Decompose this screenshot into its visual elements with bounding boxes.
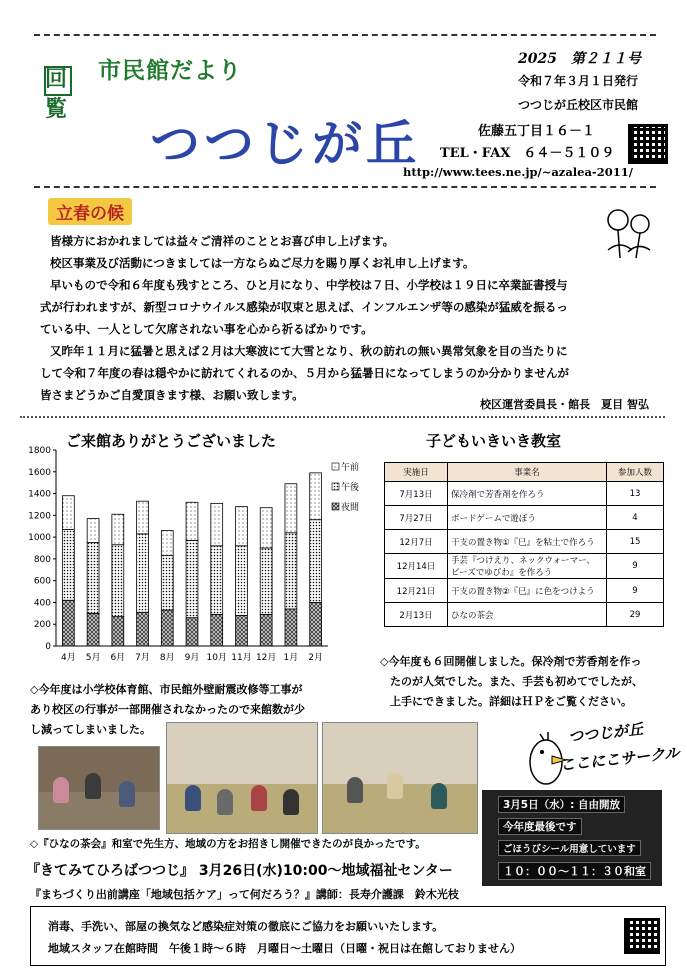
x-tick-label: 11月 [231,653,252,663]
kids-note-line: 上手にできました。詳細はＨＰをご覧ください。 [390,695,632,708]
bar-segment [186,618,198,646]
legend-label: 午前 [341,463,360,473]
table-header-row [385,463,664,482]
cell-date: 12月7日 [385,530,448,554]
cell-count: 9 [607,579,664,603]
cell-count: 4 [607,506,664,530]
kairan-char-2: 覧 [44,96,67,122]
x-tick-label: 12月 [255,653,277,663]
cell-count: 15 [607,530,664,554]
kairan-char-1: 回 [44,66,67,92]
bar-segment [112,514,124,544]
greeting-line: 又昨年１１月に猛暑と思えば２月は大寒波にて大雪となり、秋の訪れの無い異常気象を目の当たりに [50,344,568,358]
cell-event: ボードゲームで遊ぼう [448,506,607,530]
circle-item: ごほうびシール用意しています [498,840,641,856]
y-tick-label: 1000 [28,533,51,544]
table-row [385,530,664,554]
x-tick-label: 8月 [159,653,175,663]
bar-segment [161,610,173,646]
kids-note-line: たのが人気でした。また、手芸も初めてでしたが、 [390,675,643,688]
x-tick-label: 10月 [206,653,227,663]
bar-segment [236,507,248,546]
cell-event: 干支の置き物②『巳』に色をつけよう [448,579,607,603]
chart-note-line: あり校区の行事が一部開催されなかったので来館数が少 [30,703,305,716]
bar-segment [211,546,223,615]
bar-segment [161,531,173,556]
bar-segment [62,529,74,600]
cell-date: 2月13日 [385,603,448,627]
bar-segment [310,473,322,520]
bar-segment [285,533,297,609]
greeting-line: 皆様方におかれましては益々ご清祥のこととお喜び申し上げます。 [50,234,395,248]
lecture-info: 『まちづくり出前講座「地域包括ケア」って何だろう？』講師：長寿介護課 鈴木光枝 [30,888,459,901]
legend-label: 夜間 [341,503,360,513]
bar-segment [260,548,272,614]
cell-event: 干支の置き物①『巳』を粘土で作ろう [448,530,607,554]
y-tick-label: 600 [33,576,51,587]
circle-item: １０：００～１１：３０和室 [498,862,651,880]
cell-count: 9 [607,554,664,579]
header-bottom-rule [34,186,656,188]
bar-segment [236,616,248,646]
cell-date: 12月21日 [385,579,448,603]
x-tick-label: 7月 [135,653,150,663]
photo-caption: ◇『ひなの茶会』和室で先生方、地域の方をお招きし開催できたのが良かったです。 [30,838,426,850]
cell-event: 保冷剤で芳香剤を作ろう [448,482,607,506]
website-link[interactable]: http://www.tees.ne.jp/~azalea-2011/ [403,165,633,179]
greeting-line: 式が行われますが、新型コロナウイルス感染が収束と思えば、インフルエンザ等の感染が猛威を振るっ [40,300,568,314]
x-tick-label: 5月 [85,653,101,663]
legend-swatch [332,483,339,490]
photo-tea-party-2 [166,722,318,834]
y-tick-label: 1600 [28,467,51,478]
publisher: つつじが丘校区市民館 [518,98,639,112]
issue-date: 令和７年３月１日発行 [518,74,639,88]
y-tick-label: 800 [33,554,51,565]
bar-segment [211,614,223,646]
qr-code-icon [624,918,660,954]
circle-item: 3月5日（水）: 自由開放 [498,796,625,813]
y-tick-label: 1400 [28,489,51,500]
bar-segment [236,546,248,616]
column-header-event: 事業名 [448,463,607,482]
signature: 校区運営委員長・館長 夏目 智弘 [480,398,649,411]
x-tick-label: 2月 [308,653,324,663]
bar-segment [260,508,272,548]
cell-date: 12月14日 [385,554,448,579]
bar-segment [310,602,322,646]
bar-segment [211,503,223,545]
event-title: 『きてみてひろばつつじ』 3月26日(水)10:00～地域福祉センター [26,863,453,879]
bar-segment [87,543,99,614]
column-header-date: 実施日 [385,463,448,482]
x-tick-label: 6月 [110,653,126,663]
legend-swatch [332,463,339,470]
greeting-line: して令和７年度の春は穏やかに訪れてくれるのか、５月から猛暑日になってしまうのか分かりませんが [40,366,569,380]
kids-note-line: ◇今年度も６回開催しました。保冷剤で芳香剤を作っ [380,655,642,668]
table-row [385,579,664,603]
greeting-line: 皆さまどうかご自愛頂きます様、お願い致します。 [40,388,304,402]
chart-title: ご来館ありがとうございました [66,432,277,450]
bar-segment [161,556,173,610]
bar-segment [137,534,149,612]
issue-number: 2025 第２１１号 [518,51,641,67]
header-top-rule [34,34,656,36]
table-row [385,506,664,530]
bar-segment [260,614,272,646]
photo-tea-party-1 [38,746,160,830]
notice-box [30,906,666,966]
kids-class-table [384,462,664,627]
greeting-line: 校区事業及び活動につきましては一方ならぬご尽力を賜り厚くお礼申し上げます。 [50,256,475,270]
bar-segment [112,545,124,617]
chart-note-line: し減ってしまいました。 [30,723,151,736]
table-row [385,554,664,579]
bar-segment [62,496,74,530]
bar-segment [137,612,149,646]
bar-segment [62,600,74,646]
circle-item: 今年度最後です [498,818,582,835]
cell-event: 手芸『つけえり、ネックウォーマー、ビーズでゆびわ』を作ろう [448,554,607,579]
kids-class-title: 子どもいきいき教室 [426,432,562,450]
circle-title-line1: つつじが丘 [567,720,644,746]
bar-segment [87,519,99,543]
x-tick-label: 4月 [60,653,76,663]
greeting-line: 早いもので令和６年度も残すところ、ひと月になり、中学校は７日、小学校は１９日に卒業証書授与 [50,278,568,292]
greeting-line: ている中、一人として欠席されない事を心から祈るばかりです。 [40,322,373,336]
bar-segment [285,484,297,533]
notice-line: 消毒、手洗い、部屋の換気など感染症対策の徹底にご協力をお願いいたします。 [48,920,444,933]
y-tick-label: 200 [33,620,51,631]
x-tick-label: 1月 [283,653,299,663]
bar-segment [186,502,198,540]
bar-segment [112,617,124,646]
cell-date: 7月13日 [385,482,448,506]
address: 佐藤五丁目１６－１ [478,124,596,139]
bar-segment [285,609,297,646]
legend-swatch [332,503,339,510]
visitor-bar-chart [18,446,360,676]
bar-segment [186,540,198,617]
cell-count: 29 [607,603,664,627]
x-tick-label: 9月 [184,653,200,663]
circle-title-line2: ここにこサークル [559,743,681,775]
legend-label: 午後 [341,483,360,493]
chart-note-line: ◇今年度は小学校体育館、市民館外壁耐震改修等工事が [30,683,303,696]
y-tick-label: 400 [33,598,51,609]
column-header-participants: 参加人数 [607,463,664,482]
y-tick-label: 1200 [28,511,51,522]
season-greeting-title: 立春の候 [48,198,132,225]
bar-segment [137,501,149,534]
section-divider [20,416,665,418]
newsletter-title: つつじが丘 [150,114,420,173]
cell-event: ひなの茶会 [448,603,607,627]
notice-line: 地域スタッフ在館時間 午後１時～６時 月曜日～土曜日（日曜・祝日は在館しておりません） [48,942,521,955]
y-tick-label: 1800 [28,446,51,456]
bar-segment [87,613,99,646]
table-row [385,482,664,506]
tel-fax: TEL・FAX ６４－５１０９ [440,146,615,161]
qr-code-icon [628,124,668,164]
cell-date: 7月27日 [385,506,448,530]
photo-tea-party-3 [322,722,478,834]
y-tick-label: 0 [45,642,51,652]
cell-count: 13 [607,482,664,506]
newsletter-subtitle: 市民館だより [98,57,242,84]
bar-segment [310,520,322,603]
table-row [385,603,664,627]
